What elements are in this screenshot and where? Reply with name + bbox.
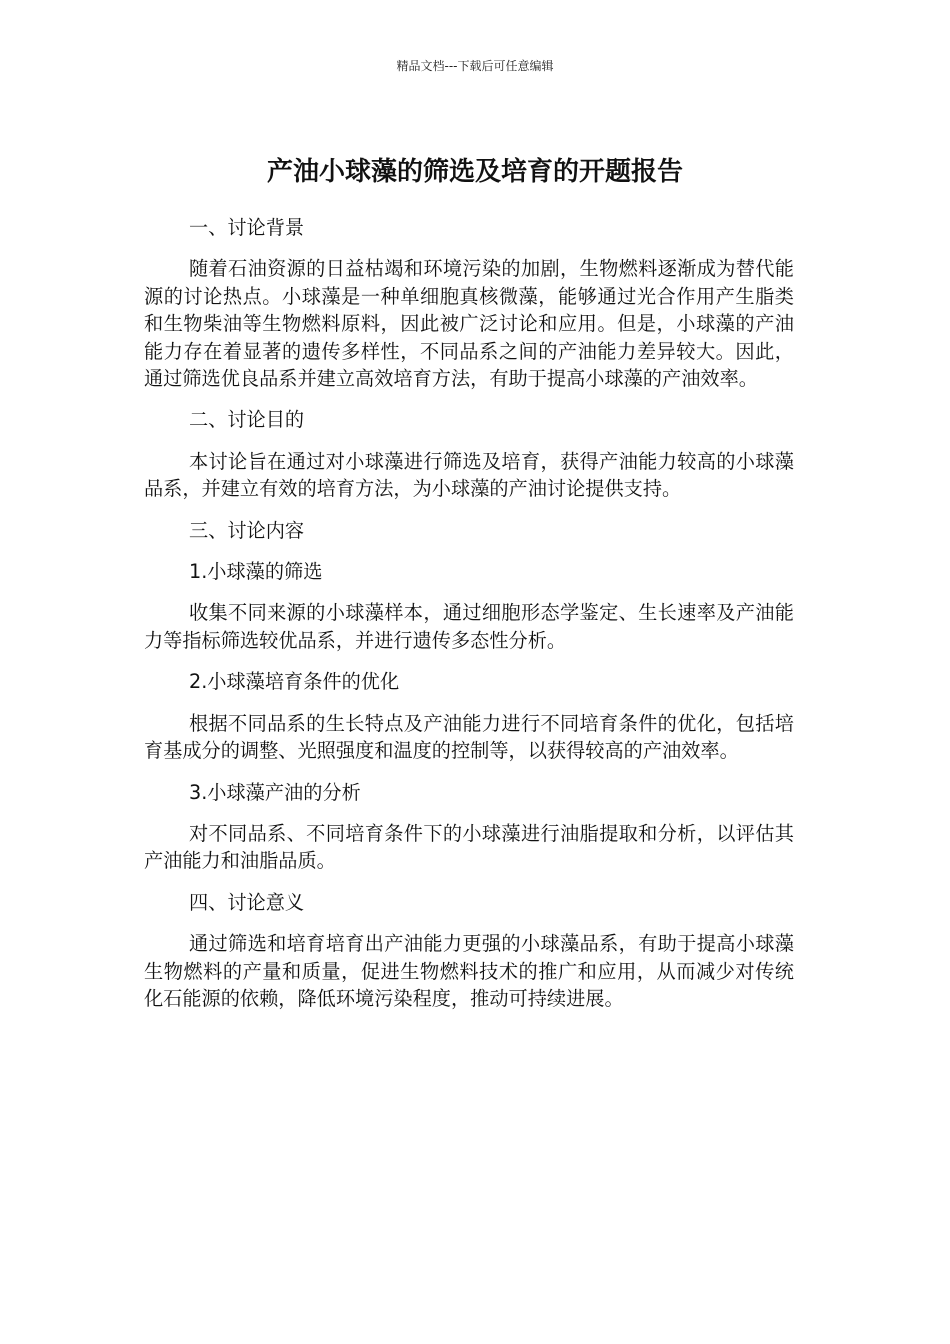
- section-heading-significance: 四、讨论意义: [189, 890, 305, 914]
- subsection-paragraph-screening: 收集不同来源的小球藻样本，通过细胞形态学鉴定、生长速率及产油能力等指标筛选较优品系，并进行遗传多态性分析。: [144, 601, 794, 652]
- section-paragraph-purpose: 本讨论旨在通过对小球藻进行筛选及培育，获得产油能力较高的小球藻品系，并建立有效的培育方法，为小球藻的产油讨论提供支持。: [144, 449, 794, 501]
- section-paragraph-significance: 通过筛选和培育培育出产油能力更强的小球藻品系，有助于提高小球藻生物燃料的产量和质量，促进生物燃料技术的推广和应用，从而减少对传统化石能源的依赖，降低环境污染程度，推动可持续进展。: [144, 932, 794, 1010]
- section-heading-purpose: 二、讨论目的: [189, 408, 305, 432]
- subsection-paragraph-optimization: 根据不同品系的生长特点及产油能力进行不同培育条件的优化，包括培育基成分的调整、光照强度和温度的控制等，以获得较高的产油效率。: [144, 711, 794, 763]
- document-title: 产油小球藻的筛选及培育的开题报告: [266, 157, 683, 188]
- section-paragraph-background: 随着石油资源的日益枯竭和环境污染的加剧，生物燃料逐渐成为替代能源的讨论热点。小球藻是一种单细胞真核微藻，能够通过光合作用产生脂类和生物柴油等生物燃料原料，因此被广泛讨论和应用。但是，小球藻的产油能力存在着显著的遗传多样性，不同品系之间的产油能力差异较大。因此，通过筛选优良品系并建立高效培育方法，有助于提高小球藻的产油效率。: [144, 257, 794, 391]
- subsection-heading-screening: 1.小球藻的筛选: [189, 560, 323, 584]
- header-note: 精品文档---下载后可任意编辑: [396, 59, 554, 73]
- section-heading-background: 一、讨论背景: [189, 216, 305, 239]
- subsection-heading-analysis: 3.小球藻产油的分析: [189, 780, 361, 804]
- document-content: [144, 214, 794, 1026]
- subsection-paragraph-analysis: 对不同品系、不同培育条件下的小球藻进行油脂提取和分析，以评估其产油能力和油脂品质。: [144, 821, 794, 873]
- section-heading-content: 三、讨论内容: [189, 518, 305, 542]
- subsection-heading-optimization: 2.小球藻培育条件的优化: [189, 670, 400, 694]
